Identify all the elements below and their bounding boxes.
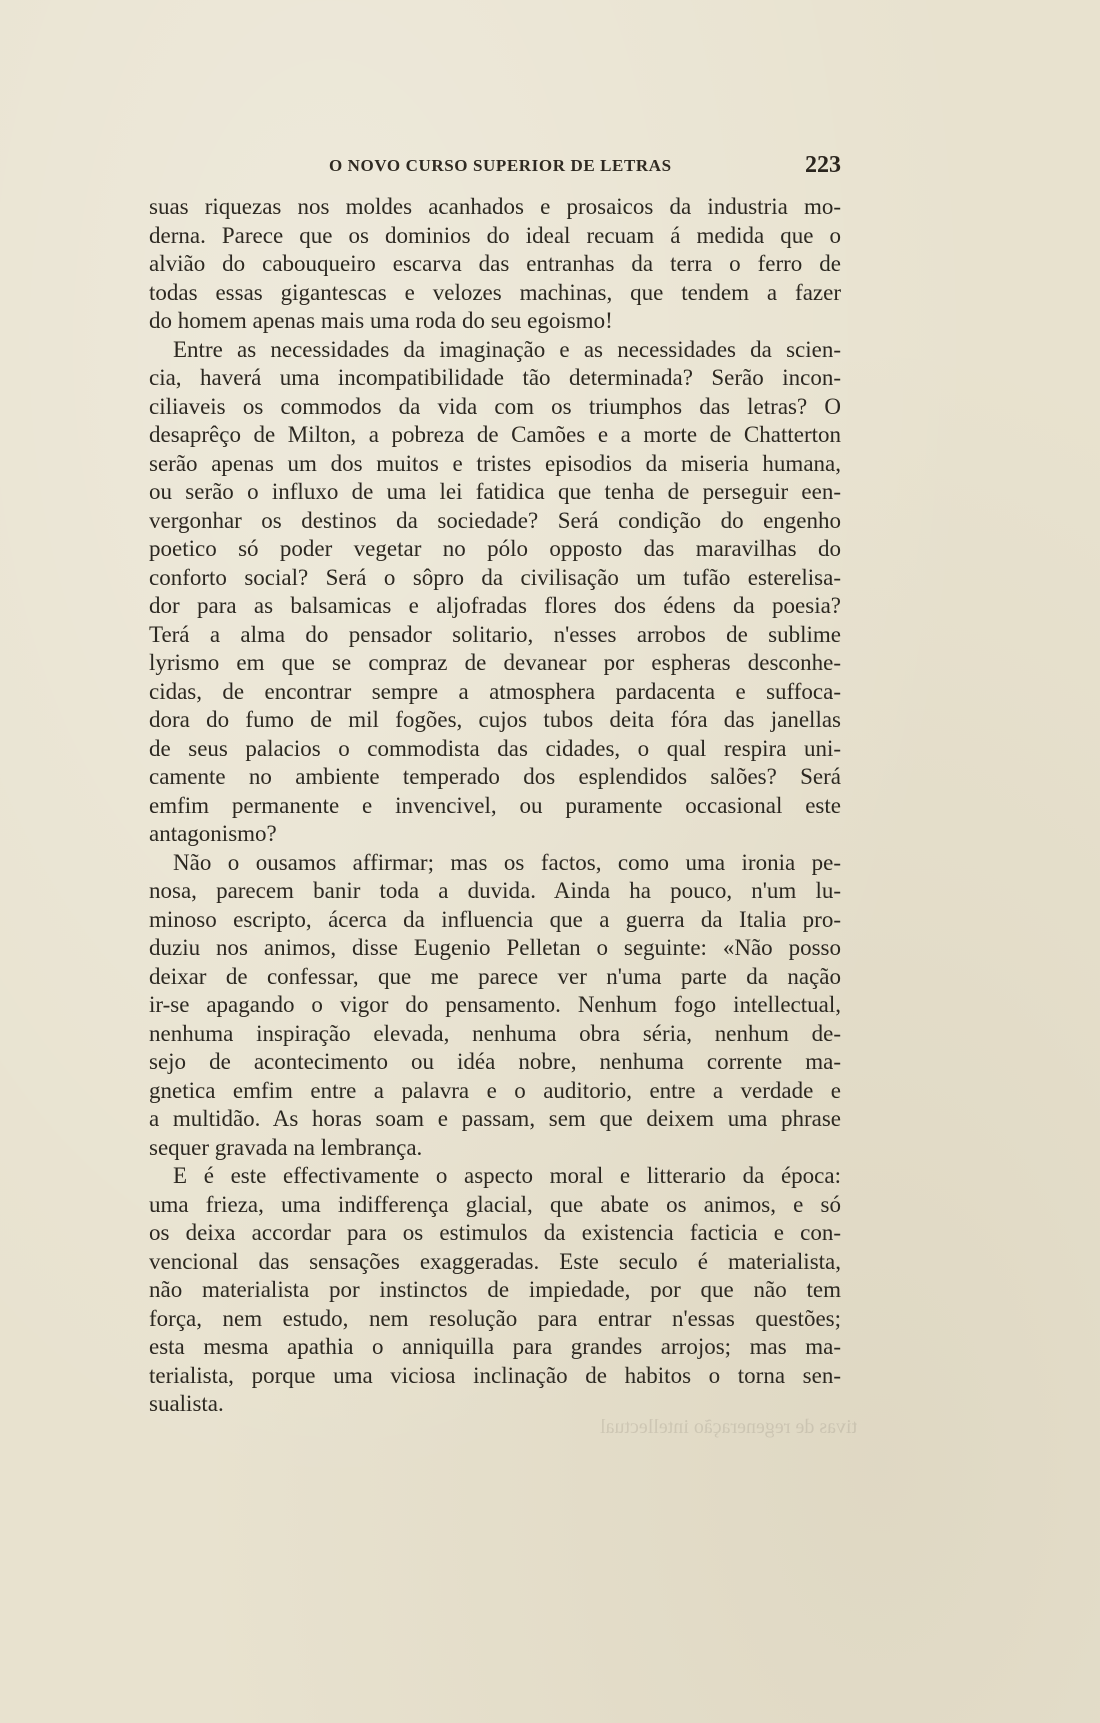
text-line: uma frieza, uma indifferença glacial, que abate os animos, e só <box>149 1191 841 1217</box>
text-line: gnetica emfim entre a palavra e o auditorio, entre a verdade e <box>149 1077 841 1103</box>
text-line: deixar de confessar, que me parece ver n'uma parte da nação <box>149 963 841 989</box>
text-line: Entre as necessidades da imaginação e as necessidades da scien- <box>173 336 841 362</box>
text-line: do homem apenas mais uma roda do seu egoismo! <box>149 308 613 333</box>
text-line: ou serão o influxo de uma lei fatidica que tenha de perseguir een- <box>149 479 841 504</box>
text-line: nosa, parecem banir toda a duvida. Ainda ha pouco, n'um lu- <box>149 878 841 903</box>
text-line: antagonismo? <box>149 821 277 846</box>
paragraph-3 <box>149 849 841 1163</box>
text-line: ir-se apagando o vigor do pensamento. Nenhum fogo intellectual, <box>149 992 841 1017</box>
text-line: sualista. <box>149 1391 224 1416</box>
text-line: alvião do cabouqueiro escarva das entranhas da terra o ferro de <box>149 251 841 276</box>
running-head <box>149 152 841 182</box>
text-line: vergonhar os destinos da sociedade? Será condição do engenho <box>149 507 841 533</box>
text-line: duziu nos animos, disse Eugenio Pelletan o seguinte: «Não posso <box>149 935 841 960</box>
text-line: de seus palacios o commodista das cidades, o qual respira uni- <box>149 735 841 761</box>
text-line: ciliaveis os commodos da vida com os triumphos das letras? O <box>149 393 841 419</box>
running-title: O NOVO CURSO SUPERIOR DE LETRAS <box>329 156 672 175</box>
page-number: 223 <box>805 152 841 178</box>
text-line: dor para as balsamicas e aljofradas flores dos édens da poesia? <box>149 593 841 618</box>
text-line: todas essas gigantescas e velozes machinas, que tendem a fazer <box>149 279 841 305</box>
text-line: desaprêço de Milton, a pobreza de Camões e a morte de Chatterton <box>149 422 841 447</box>
paragraph-2 <box>149 336 841 849</box>
text-line: força, nem estudo, nem resolução para entrar n'essas questões; <box>149 1305 841 1331</box>
text-line: conforto social? Será o sôpro da civilisação um tufão esterelisa- <box>149 564 841 590</box>
text-line: nenhuma inspiração elevada, nenhuma obra séria, nenhum de- <box>149 1020 841 1046</box>
text-line: esta mesma apathia o anniquilla para grandes arrojos; mas ma- <box>149 1334 841 1359</box>
text-line: vencional das sensações exaggeradas. Este seculo é materialista, <box>149 1248 841 1274</box>
text-line: não materialista por instinctos de impiedade, por que não tem <box>149 1277 841 1302</box>
text-line: serão apenas um dos muitos e tristes episodios da miseria humana, <box>149 450 841 476</box>
text-line: cidas, de encontrar sempre a atmosphera pardacenta e suffoca- <box>149 678 841 704</box>
text-line: Terá a alma do pensador solitario, n'esses arrobos de sublime <box>149 621 841 647</box>
text-line: os deixa accordar para os estimulos da existencia facticia e con- <box>149 1220 841 1245</box>
text-line: cia, haverá uma incompatibilidade tão determinada? Serão incon- <box>149 365 841 390</box>
paragraph-4 <box>149 1162 841 1419</box>
text-line: camente no ambiente temperado dos esplendidos salões? Será <box>149 764 841 789</box>
text-line: poetico só poder vegetar no pólo opposto das maravilhas do <box>149 536 841 561</box>
text-line: dora do fumo de mil fogões, cujos tubos deita fóra das janellas <box>149 707 841 732</box>
text-line: E é este effectivamente o aspecto moral e litterario da época: <box>173 1163 841 1188</box>
text-line: a multidão. As horas soam e passam, sem que deixem uma phrase <box>149 1106 841 1131</box>
text-line: derna. Parece que os dominios do ideal recuam á medida que o <box>149 222 841 248</box>
text-line: emfim permanente e invencivel, ou puramente occasional este <box>149 792 841 818</box>
text-line: Não o ousamos affirmar; mas os factos, como uma ironia pe- <box>173 849 841 875</box>
text-line: terialista, porque uma viciosa inclinação de habitos o torna sen- <box>149 1362 841 1388</box>
paragraph-1 <box>149 193 841 336</box>
text-line: lyrismo em que se compraz de devanear por espheras desconhe- <box>149 650 841 675</box>
text-line: sejo de acontecimento ou idéa nobre, nenhuma corrente ma- <box>149 1049 841 1074</box>
show-through-text: tivas de regeneração intellectual <box>600 1416 858 1438</box>
text-line: sequer gravada na lembrança. <box>149 1134 423 1160</box>
text-line: minoso escripto, ácerca da influencia que a guerra da Italia pro- <box>149 906 841 932</box>
text-line: suas riquezas nos moldes acanhados e prosaicos da industria mo- <box>149 194 841 219</box>
body-text <box>149 193 841 1419</box>
